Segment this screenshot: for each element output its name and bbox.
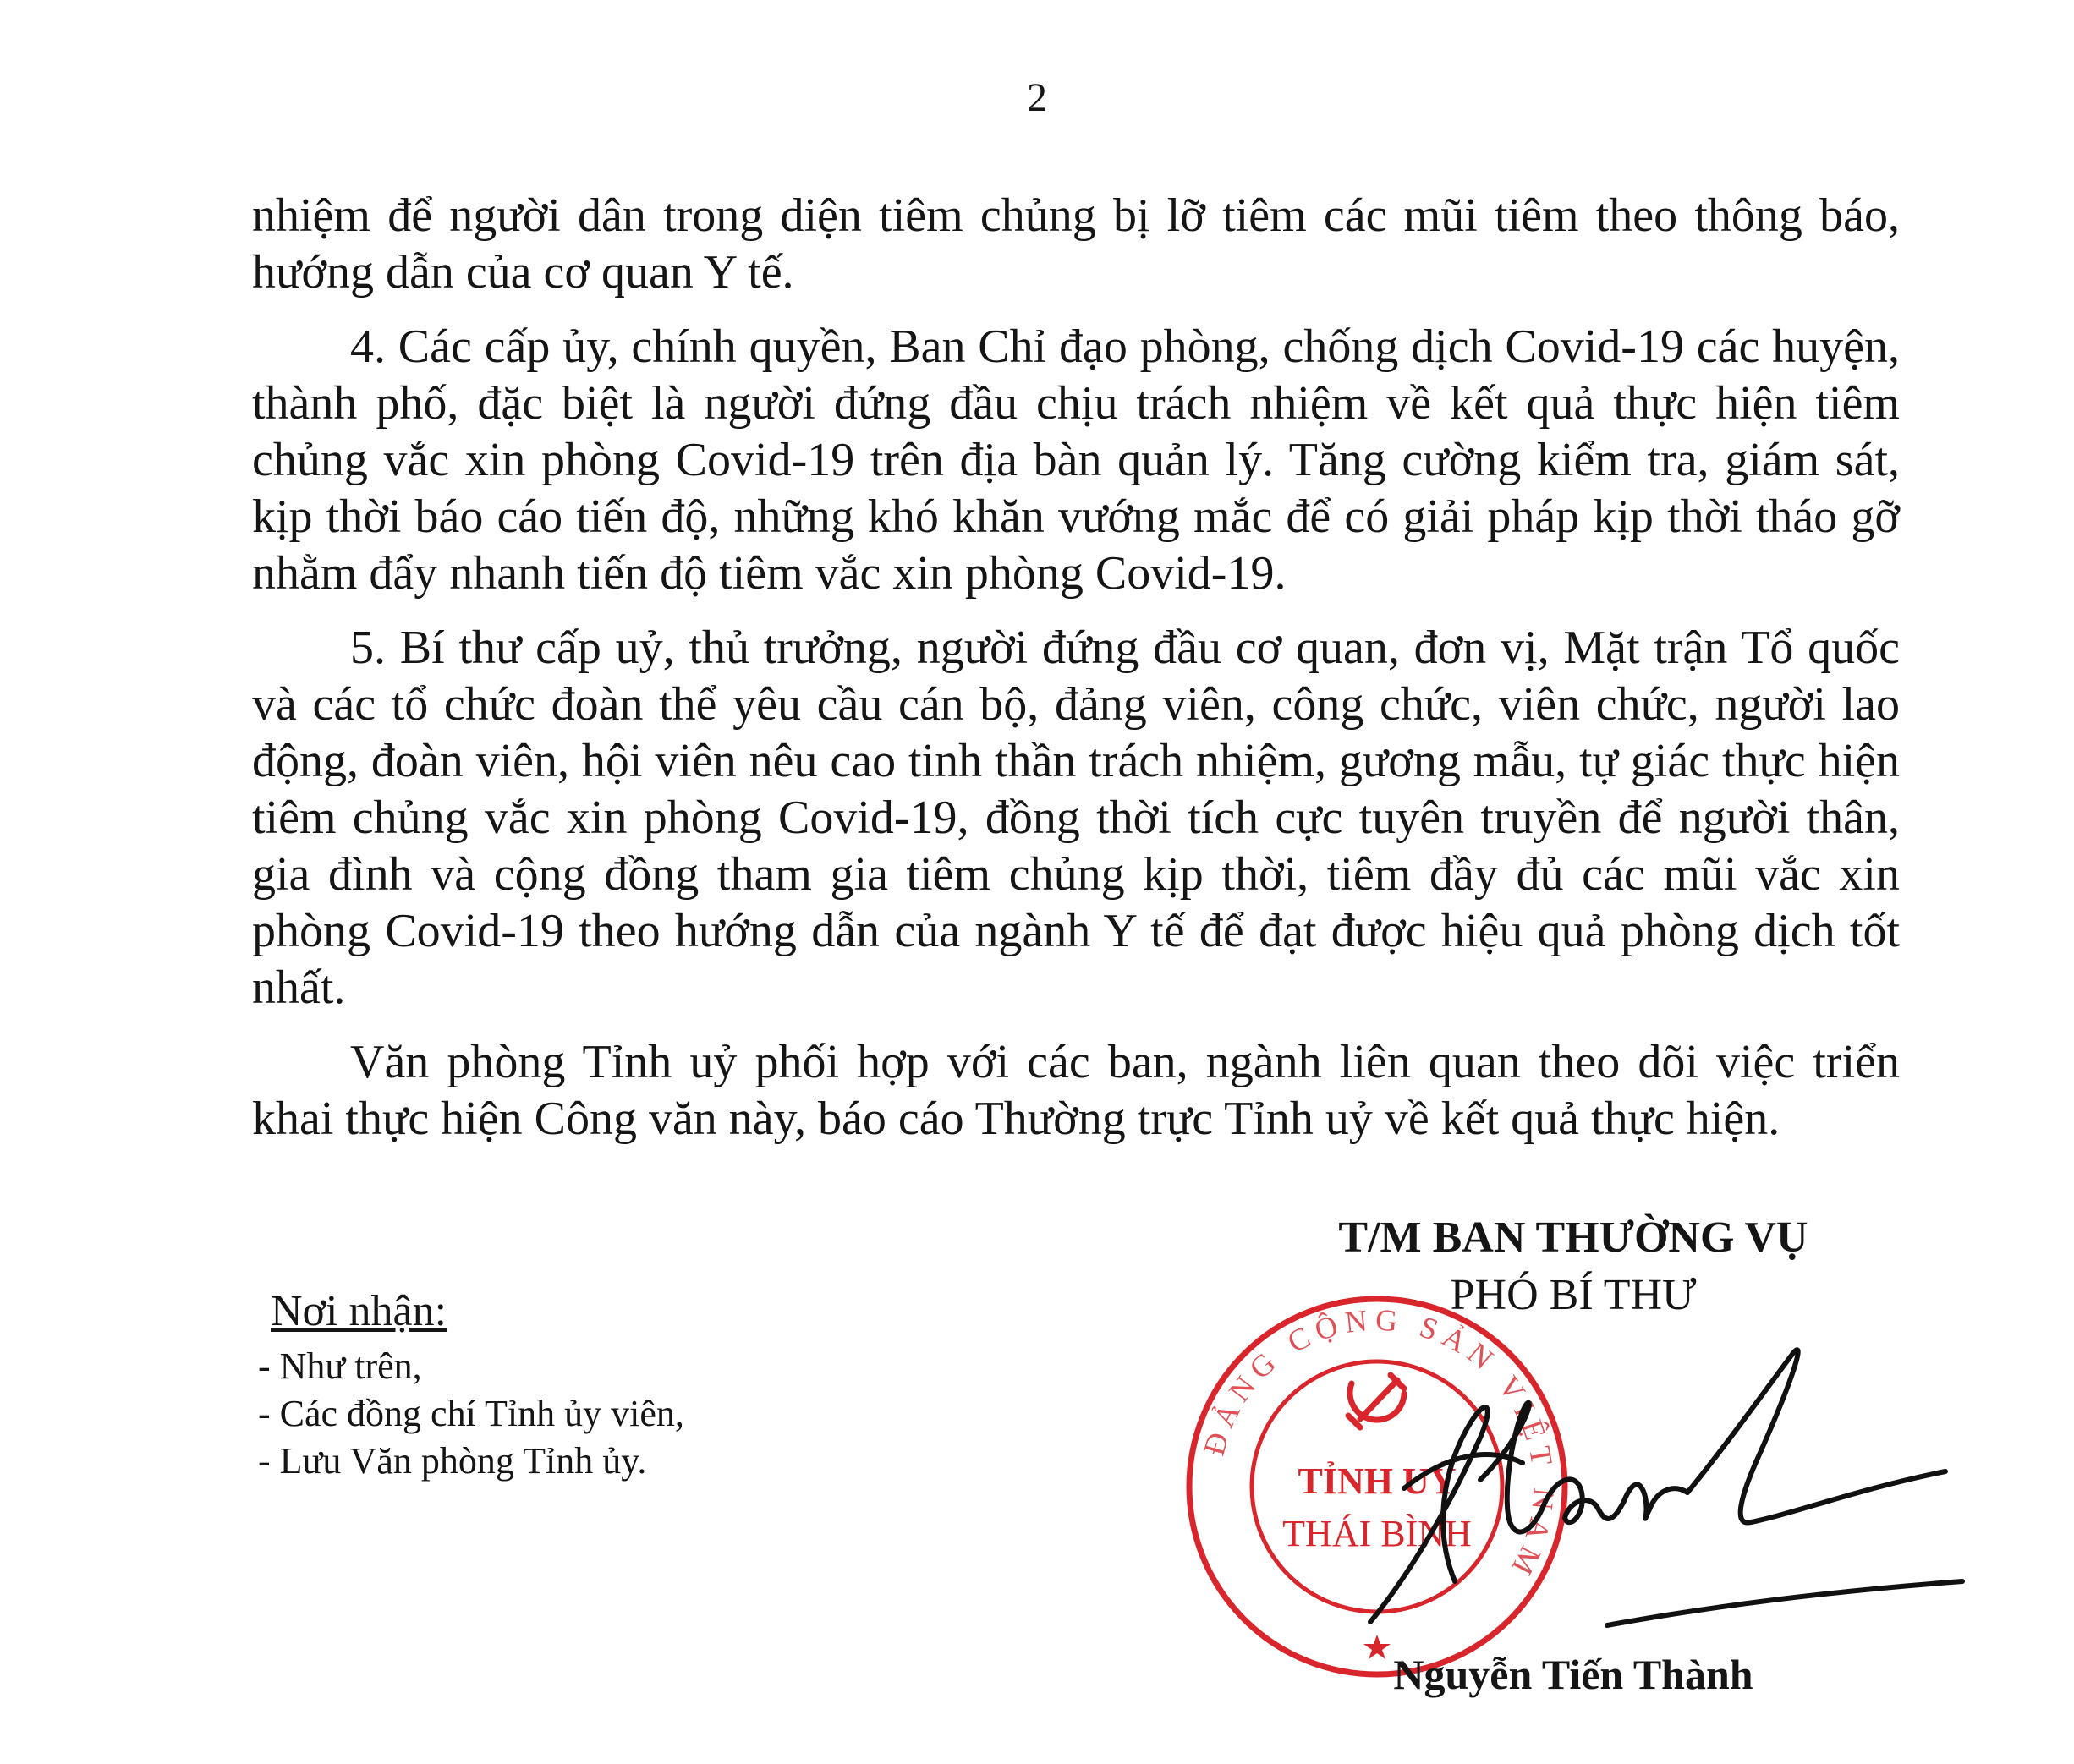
seal-text-line-1: TỈNH UỶ	[1298, 1460, 1457, 1502]
seal-outer-text: ĐẢNG CỘNG SẢN VIỆT NAM	[1196, 1302, 1561, 1586]
handwritten-signature	[1353, 1328, 2005, 1649]
paragraph-closing: Văn phòng Tỉnh uỷ phối hợp với các ban, ngành liên quan theo dõi việc triển khai thực hiện Công văn này, báo cáo Thường trực Tỉnh uỷ về kết quả thực hiện.	[252, 1036, 1900, 1145]
signer-name: Nguyễn Tiến Thành	[1393, 1651, 1753, 1698]
paragraph-item-5: 5. Bí thư cấp uỷ, thủ trưởng, người đứng đầu cơ quan, đơn vị, Mặt trận Tổ quốc và các tổ chức đoàn thể yêu cầu cán bộ, đảng viên, công chức, viên chức, người lao động, đoàn viên, hội viên nêu cao tinh thần trách nhiệm, gương mẫu, tự giác thực hiện tiêm chủng vắc xin phòng Covid-19, đồng thời tích cực tuyên truyền để người thân, gia đình và cộng đồng tham gia tiêm chủng kịp thời, tiêm đầy đủ các mũi vắc xin phòng Covid-19 theo hướng dẫn của ngành Y tế để đạt được hiệu quả phòng dịch tốt nhất.	[252, 622, 1900, 1014]
recipient-item: - Các đồng chí Tỉnh ủy viên,	[258, 1393, 684, 1434]
recipients-block	[258, 1285, 684, 1485]
paragraph-continuation: nhiệm để người dân trong diện tiêm chủng bị lỡ tiêm các mũi tiêm theo thông báo, hướng dẫn của cơ quan Y tế.	[252, 189, 1900, 299]
recipient-item: - Lưu Văn phòng Tỉnh ủy.	[258, 1440, 647, 1482]
signer-title: PHÓ BÍ THƯ	[1450, 1271, 1697, 1319]
seal-text-line-2: THÁI BÌNH	[1282, 1513, 1472, 1554]
recipient-item: - Như trên,	[258, 1345, 422, 1387]
recipients-title: Nơi nhận:	[271, 1287, 447, 1335]
document-body	[252, 188, 1900, 1165]
signer-authority: T/M BAN THƯỜNG VỤ	[1338, 1213, 1808, 1262]
paragraph-item-4: 4. Các cấp ủy, chính quyền, Ban Chỉ đạo phòng, chống dịch Covid-19 các huyện, thành phố, đặc biệt là người đứng đầu chịu trách nhiệm về kết quả thực hiện tiêm chủng vắc xin phòng Covid-19 trên địa bàn quản lý. Tăng cường kiểm tra, giám sát, kịp thời báo cáo tiến độ, những khó khăn vướng mắc để có giải pháp kịp thời tháo gỡ nhằm đẩy nhanh tiến độ tiêm vắc xin phòng Covid-19.	[252, 320, 1900, 600]
recipients-list	[258, 1343, 684, 1485]
page-number: 2	[1027, 75, 1047, 120]
